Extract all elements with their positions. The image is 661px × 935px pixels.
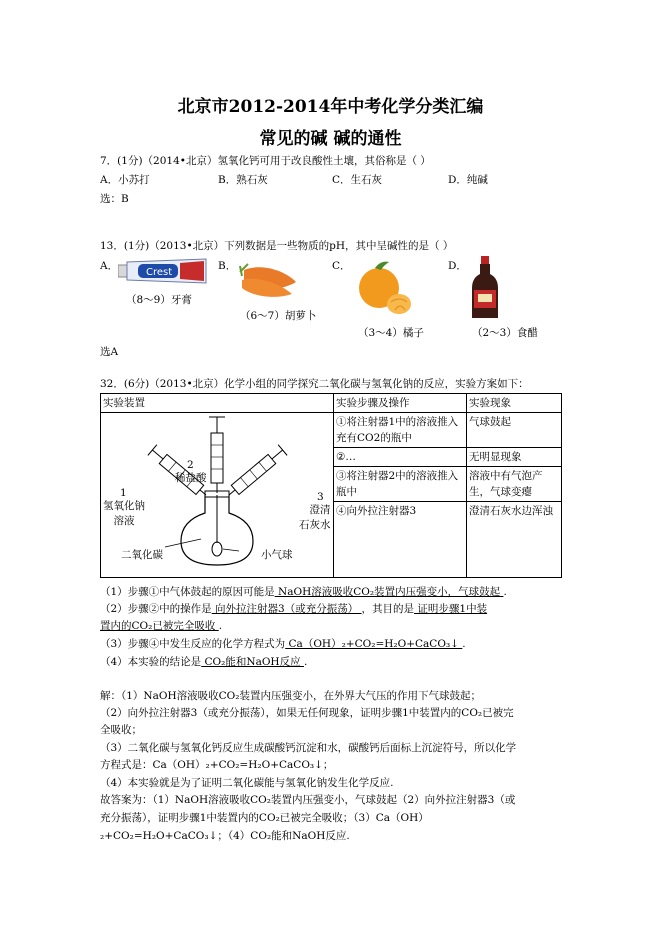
label-syringe-3: 3 xyxy=(317,491,324,503)
label-syringe-1: 1 xyxy=(120,487,127,499)
final-answer-line: 故答案为：（1）NaOH溶液吸收CO₂装置内压强变小，气球鼓起（2）向外拉注射器3（或 xyxy=(100,794,516,806)
final-answer-line: ₂+CO₂=H₂O+CaCO₃↓；（4）CO₂能和NaOH反应. xyxy=(100,830,350,842)
q32-sub-2: （2）步骤②中的操作是 向外拉注射器3（或充分振荡） ，其目的是 证明步骤1中装 xyxy=(100,603,488,615)
label-naoh-solution: 氢氧化钠 溶液 xyxy=(103,500,145,527)
orange-image xyxy=(355,258,417,320)
svg-text:Crest: Crest xyxy=(146,267,173,278)
q7-stem: 7．(1分)（2014•北京）氢氧化钙可用于改良酸性土壤，其俗称是（ ） xyxy=(100,155,431,167)
solution-line: （4）本实验就是为了证明二氧化碳能与氢氧化钠发生化学反应. xyxy=(100,777,394,789)
q32-sub-3: （3）步骤④中发生反应的化学方程式为 Ca（OH）₂+CO₂=H₂O+CaCO₃↓ . xyxy=(100,638,466,650)
solution-line: （2）向外拉注射器3（或充分振荡），如果无任何现象，证明步骤1中装置内的CO₂已被完 xyxy=(100,707,514,719)
step-1: ①将注射器1中的溶液推入充有CO2的瓶中 xyxy=(334,413,467,448)
apparatus-cell xyxy=(101,413,334,578)
answer-blank: 向外拉注射器3（或充分振荡） xyxy=(211,603,362,615)
answer-blank: Ca（OH）₂+CO₂=H₂O+CaCO₃↓ xyxy=(285,638,463,650)
phenomenon-1: 气球鼓起 xyxy=(467,413,562,448)
label-co2: 二氧化碳 xyxy=(121,549,163,561)
answer-blank: 证明步骤1中装 xyxy=(414,603,488,615)
q7-option-c: C．生石灰 xyxy=(332,174,383,186)
q7-answer: 选：B xyxy=(100,193,129,205)
step-3: ③将注射器2中的溶液推入瓶中 xyxy=(334,467,467,502)
caption-toothpaste: （8～9）牙膏 xyxy=(126,294,192,306)
label-balloon: 小气球 xyxy=(261,549,293,561)
final-answer-line: 充分振荡），证明步骤1中装置内的CO₂已被完全吸收；（3）Ca（OH） xyxy=(100,812,429,824)
q32-sub-1: （1）步骤①中气体鼓起的原因可能是 NaOH溶液吸收CO₂装置内压强变小，气球鼓起 . xyxy=(100,586,507,598)
answer-blank: CO₂能和NaOH反应 xyxy=(201,656,304,668)
q7-option-d: D．纯碱 xyxy=(448,174,488,186)
solution-line: 全吸收； xyxy=(100,724,142,736)
phenomenon-4: 澄清石灰水边浑浊 xyxy=(467,502,562,578)
header-steps: 实验步骤及操作 xyxy=(334,394,467,413)
phenomenon-2: 无明显现象 xyxy=(467,448,562,467)
carrot-image xyxy=(238,258,300,300)
label-dilute-hcl: 稀盐酸 xyxy=(175,472,207,484)
step-2: ②… xyxy=(334,448,467,467)
experiment-table xyxy=(100,393,562,578)
answer-blank: 置内的CO₂已被完全吸收 xyxy=(100,620,219,632)
q7-option-b: B．熟石灰 xyxy=(218,174,268,186)
q13-answer: 选A xyxy=(100,346,119,358)
caption-orange: （3～4）橘子 xyxy=(358,327,424,339)
caption-carrot: （6～7）胡萝卜 xyxy=(240,310,317,322)
document-title: 北京市2012-2014年中考化学分类汇编 xyxy=(177,97,484,117)
q13-option-d: D． xyxy=(448,260,467,272)
document-subtitle: 常见的碱 碱的通性 xyxy=(259,129,402,149)
phenomenon-3: 溶液中有气泡产生，气球变瘪 xyxy=(467,467,562,502)
q13-stem: 13．(1分)（2013•北京）下列数据是一些物质的pH，其中呈碱性的是（ ） xyxy=(100,240,454,252)
vinegar-bottle-image xyxy=(468,256,502,322)
header-apparatus: 实验装置 xyxy=(101,394,334,413)
header-phenomena: 实验现象 xyxy=(467,394,562,413)
q13-option-a: A． xyxy=(100,260,119,272)
q32-sub-4: （4）本实验的结论是 CO₂能和NaOH反应 . xyxy=(100,656,308,668)
q7-option-a: A．小苏打 xyxy=(100,174,150,186)
q32-stem: 32．(6分)（2013•北京）化学小组的同学探究二氧化碳与氢氧化钠的反应，实验方案如下： xyxy=(100,378,529,390)
answer-blank: NaOH溶液吸收CO₂装置内压强变小，气球鼓起 xyxy=(274,586,504,598)
label-limewater: 澄清 石灰水 xyxy=(299,504,331,531)
toothpaste-image xyxy=(118,258,210,284)
q32-sub-2-cont: 置内的CO₂已被完全吸收 . xyxy=(100,620,223,632)
step-4: ④向外拉注射器3 xyxy=(334,502,467,578)
solution-line: 解：（1）NaOH溶液吸收CO₂装置内压强变小，在外界大气压的作用下气球鼓起； xyxy=(100,690,481,702)
solution-line: 方程式是：Ca（OH）₂+CO₂=H₂O+CaCO₃↓； xyxy=(100,759,334,771)
caption-vinegar: （2～3）食醋 xyxy=(472,327,538,339)
solution-line: （3）二氧化碳与氢氧化钙反应生成碳酸钙沉淀和水，碳酸钙后面标上沉淀符号，所以化学 xyxy=(100,742,517,754)
label-syringe-2: 2 xyxy=(187,459,194,471)
q13-option-b: B． xyxy=(218,260,237,272)
q13-option-c: C． xyxy=(332,260,351,272)
